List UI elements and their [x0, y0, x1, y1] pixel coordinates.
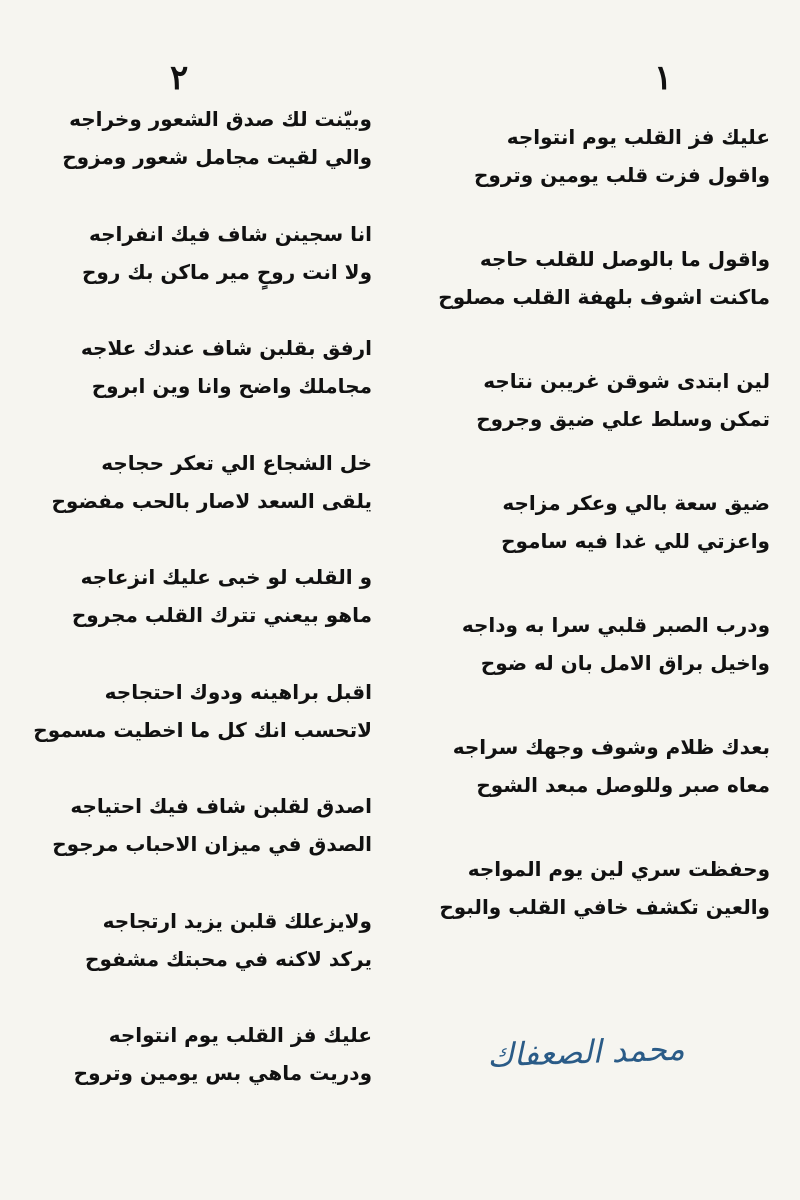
poem-stanza [410, 240, 770, 362]
poem-line: يركد لاكنه في محبتك مشفوح [85, 946, 372, 971]
poem-stanza [12, 902, 372, 1017]
poem-stanza [410, 118, 770, 240]
poem-line: ولا انت روحٍ مير ماكن بك روح [82, 259, 372, 284]
poem-line: خل الشجاع الي تعكر حجاجه [101, 450, 372, 475]
poem-line: لاتحسب انك كل ما اخطيت مسموح [33, 717, 372, 742]
poem-line: واقول فزت قلب يومين وتروح [473, 163, 770, 187]
column-2-number: ٢ [170, 58, 189, 98]
poem-stanza [12, 1016, 372, 1131]
poem-line: يلقى السعد لاصار بالحب مفضوح [51, 488, 372, 513]
poem-stanza [12, 787, 372, 902]
poem-line: ارفق بقلبن شاف عندك علاجه [80, 336, 372, 360]
poem-stanza [410, 484, 770, 606]
poem-line: والي لقيت مجامل شعور ومزوح [62, 145, 372, 169]
poem-stanza [12, 558, 372, 673]
poem-line: ماهو بيعني تترك القلب مجروح [71, 603, 372, 627]
poem-line: و القلب لو خبى عليك انزعاجه [80, 565, 372, 589]
poem-stanza [12, 444, 372, 559]
poem-line: واقول ما بالوصل للقلب حاجه [479, 247, 770, 271]
poem-line: اصدق لقلبن شاف فيك احتياجه [70, 794, 372, 818]
poem-line: والعين تكشف خافي القلب والبوح [439, 895, 770, 919]
poem-line: الصدق في ميزان الاحباب مرجوح [52, 832, 372, 856]
column-1-number: ١ [654, 58, 673, 98]
poem-column-1 [410, 118, 770, 972]
poem-line: انا سجينن شاف فيك انفراجه [88, 221, 372, 246]
poem-stanza [410, 850, 770, 972]
poem-line: عليك فز القلب يوم انتواجه [506, 125, 770, 149]
author-signature: محمد الصعفاك [486, 1029, 686, 1075]
poem-stanza [12, 100, 372, 215]
poem-line: لين ابتدى شوقن غريبن نتاجه [483, 369, 770, 393]
poem-stanza [410, 606, 770, 728]
poem-line: ماكنت اشوف بلهفة القلب مصلوح [438, 285, 770, 309]
poem-line: اقبل براهينه ودوك احتجاجه [104, 679, 372, 704]
poem-line: تمكن وسلط علي ضيق وجروح [476, 407, 770, 431]
poem-line: واعزتي للي غدا فيه ساموح [501, 529, 770, 553]
poem-line: ودرب الصبر قلبي سرا به وداجه [461, 613, 770, 637]
poem-line: ضيق سعة بالي وعكر مزاجه [502, 491, 770, 515]
poem-line: واخيل براق الامل بان له ضوح [480, 651, 770, 675]
poem-line: وحفظت سري لين يوم المواجه [467, 857, 770, 881]
poem-line: مجاملك واضح وانا وين ابروح [91, 374, 372, 398]
poem-stanza [12, 673, 372, 788]
poem-stanza [12, 215, 372, 330]
poem-line: ولايزعلك قلبن يزيد ارتجاجه [102, 908, 372, 933]
poem-stanza [410, 362, 770, 484]
poem-line: ودريت ماهي بس يومين وتروح [73, 1061, 372, 1085]
poem-line: معاه صبر وللوصل مبعد الشوح [476, 773, 770, 797]
poem-column-2 [12, 100, 372, 1131]
poem-stanza [12, 329, 372, 444]
poem-line: عليك فز القلب يوم انتواجه [108, 1023, 372, 1047]
poem-line: بعدك ظلام وشوف وجهك سراجه [452, 735, 770, 759]
poem-stanza [410, 728, 770, 850]
poem-line: وبيّنت لك صدق الشعور وخراجه [69, 107, 372, 131]
